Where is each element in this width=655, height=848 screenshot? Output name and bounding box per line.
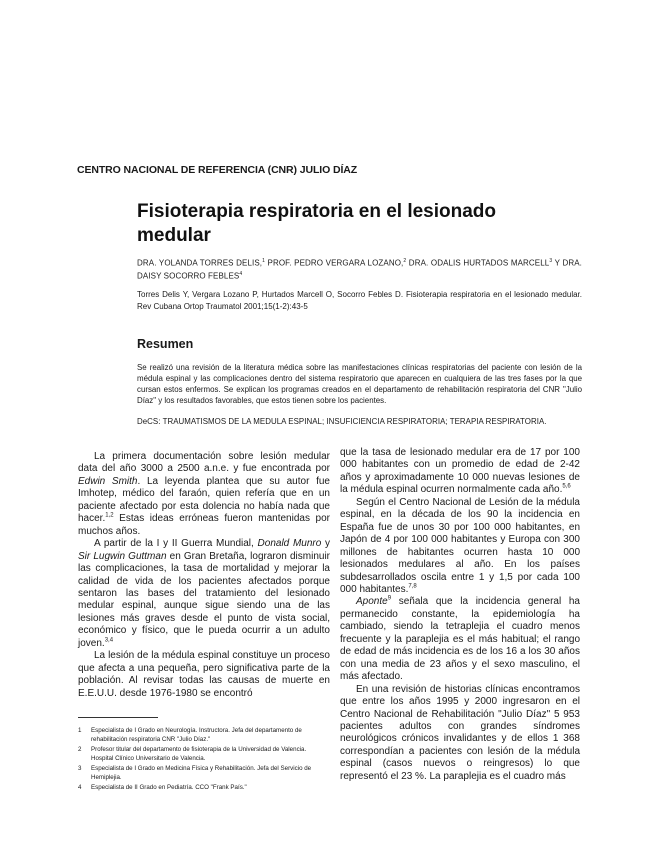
author-3: DRA. ODALIS HURTADOS MARCELL <box>406 258 550 268</box>
author-1: DRA. YOLANDA TORRES DELIS, <box>137 258 263 268</box>
italic-name: Edwin Smith <box>78 475 138 487</box>
reference-marker: 5,6 <box>562 484 571 491</box>
author-2-affiliation: 2 <box>403 258 407 264</box>
text-run: Según el Centro Nacional de Lesión de la médula espinal, en la década de los 90 la incidencia en España fue de unos 30 por 100 000 habitantes, en Japón de 4 por 100 000 habitantes y Europa con 300 millones de habitantes ocurren hasta 10 000 lesionados medulares al año. En los países subdesarrollados oscila entre 1 y 1,5 por cada 100 000 habitantes. <box>340 496 580 595</box>
text-run: A partir de la I y II Guerra Mundial, <box>94 538 258 550</box>
keywords: DeCS: TRAUMATISMOS DE LA MEDULA ESPINAL; INSUFICIENCIA RESPIRATORIA; TERAPIA RESPIRATORIA. <box>137 417 547 426</box>
reference-marker: 9 <box>387 596 392 603</box>
footnote-text: Especialista de I Grado en Neurología. Instructora. Jefa del departamento de rehabilitación respiratoria CNR "Julio Díaz." <box>91 727 302 743</box>
body-column-right <box>340 447 580 783</box>
footnote <box>78 727 330 744</box>
paragraph <box>340 447 580 497</box>
text-run: y <box>321 538 331 550</box>
paragraph <box>340 497 580 597</box>
footnote <box>78 765 330 782</box>
footnote <box>78 784 330 793</box>
paragraph <box>78 451 330 538</box>
footnote-number: 4 <box>78 783 82 791</box>
footnotes <box>78 727 330 794</box>
author-4-affiliation: 4 <box>239 271 243 278</box>
title-line-2: medular <box>137 225 211 246</box>
reference-marker: 7,8 <box>408 583 417 590</box>
footnote-divider <box>78 717 158 718</box>
paragraph: En una revisión de historias clínicas encontramos que entre los años 1995 y 2000 ingresaron en el Centro Nacional de Rehabilitación "Julio Díaz" 5 953 pacientes adultos con grandes síndromes neurológicos crónicos invalidantes y de ellos 1 368 correspondían a pacientes con lesión de la médula espinal (casos nuevos o reingresos) lo que representó el 23 %. La paraplejia es el cuadro más <box>340 683 580 782</box>
footnote <box>78 746 330 763</box>
author-2: PROF. PEDRO VERGARA LOZANO, <box>264 258 404 268</box>
author-list <box>137 256 582 282</box>
text-run: Estas ideas erróneas fueron mantenidas por muchos años. <box>78 513 330 537</box>
text-run: que la tasa de lesionado medular era de 17 por 100 000 habitantes con un promedio de edad de 2-42 años y aproximadamente 10 000 nuevas lesiones de la médula espinal ocurren normalmente cada año. <box>340 447 580 496</box>
paragraph <box>78 538 330 650</box>
footnote-number: 1 <box>78 727 82 734</box>
footnote-number: 3 <box>78 764 82 772</box>
footnote-text: Especialista de II Grado en Pediatría. CCO "Frank País." <box>91 783 247 791</box>
italic-name: Aponte <box>356 596 388 608</box>
title-line-1: Fisioterapia respiratoria en el lesionado <box>137 201 497 222</box>
text-run: en Gran Bretaña, lograron disminuir las complicaciones, la tasa de mortalidad y mejorar la calidad de vida de los pacientes afectados porque sentaron las bases del tratamiento del lesionado medular espinal, aunque sigue siendo una de las lesiones más graves desde el punto de vista social, económico y físico, que le pueda ocurrir a un adulto joven. <box>78 550 330 649</box>
reference-marker: 3,4 <box>104 637 114 644</box>
italic-name: Sir Lugwin Guttman <box>78 550 167 562</box>
citation: Torres Delis Y, Vergara Lozano P, Hurtados Marcell O, Socorro Febles D. Fisioterapia respiratoria en el lesionado medular. Rev Cubana Ortop Traumatol 2001;15(1-2):43-5 <box>137 290 582 311</box>
author-3-affiliation: 3 <box>549 258 553 264</box>
footnote-text: Especialista de I Grado en Medicina Física y Rehabilitación. Jefa del Servicio de Hemiplejia. <box>91 764 312 781</box>
article-title <box>137 200 567 248</box>
footnote-number: 2 <box>78 745 82 753</box>
author-1-affiliation: 1 <box>262 258 265 264</box>
reference-marker: 1,2 <box>105 512 114 519</box>
author-4: Y DRA. DAISY SOCORRO FEBLES <box>137 258 583 281</box>
abstract-text: Se realizó una revisión de la literatura médica sobre las manifestaciones clínicas respiratorias del paciente con lesión de la médula espinal y las complicaciones dentro del sistema respiratorio que aparecen en cualquiera de las tres fases por la que cursan estos enfermos. Se explican los programas creados en el departamento de rehabilitación respiratoria del CNR "Julio Díaz" y los resultados favorables, que estos tienen sobre los pacientes. <box>137 363 582 405</box>
body-column-left <box>78 451 330 700</box>
italic-name: Donald Munro <box>257 538 322 550</box>
paragraph <box>340 596 580 683</box>
text-run: . La leyenda plantea que su autor fue Imhotep, médico del faraón, quien refería que en un paciente afectado por esta dolencia no había nada que hacer. <box>78 475 330 525</box>
text-run: La primera documentación sobre lesión medular data del año 3000 a 2500 a.n.e. y fue encontrada por <box>78 451 330 475</box>
paragraph: La lesión de la médula espinal constituye un proceso que afecta a una pequeña, pero significativa parte de la población. Al revisar todas las causas de muerte en E.E.U.U. desde 1976-1980 se encontró <box>78 650 330 699</box>
journal-section-header: CENTRO NACIONAL DE REFERENCIA (CNR) JULIO DÍAZ <box>77 164 358 176</box>
text-run: señala que la incidencia general ha permanecido constante, la epidemiología ha cambiado, siendo la tetraplejia el cuadro menos frecuente y la paraplejia es el más habitual; el rango de edad de más incidencia es de los 16 a los 30 años con una media de 23 años y el sexo masculino, el más afectado. <box>340 596 580 683</box>
abstract-heading: Resumen <box>137 337 194 351</box>
footnote-text: Profesor titular del departamento de fisioterapia de la Universidad de Valencia. Hospital Clínico Universitario de Valencia. <box>91 745 307 762</box>
